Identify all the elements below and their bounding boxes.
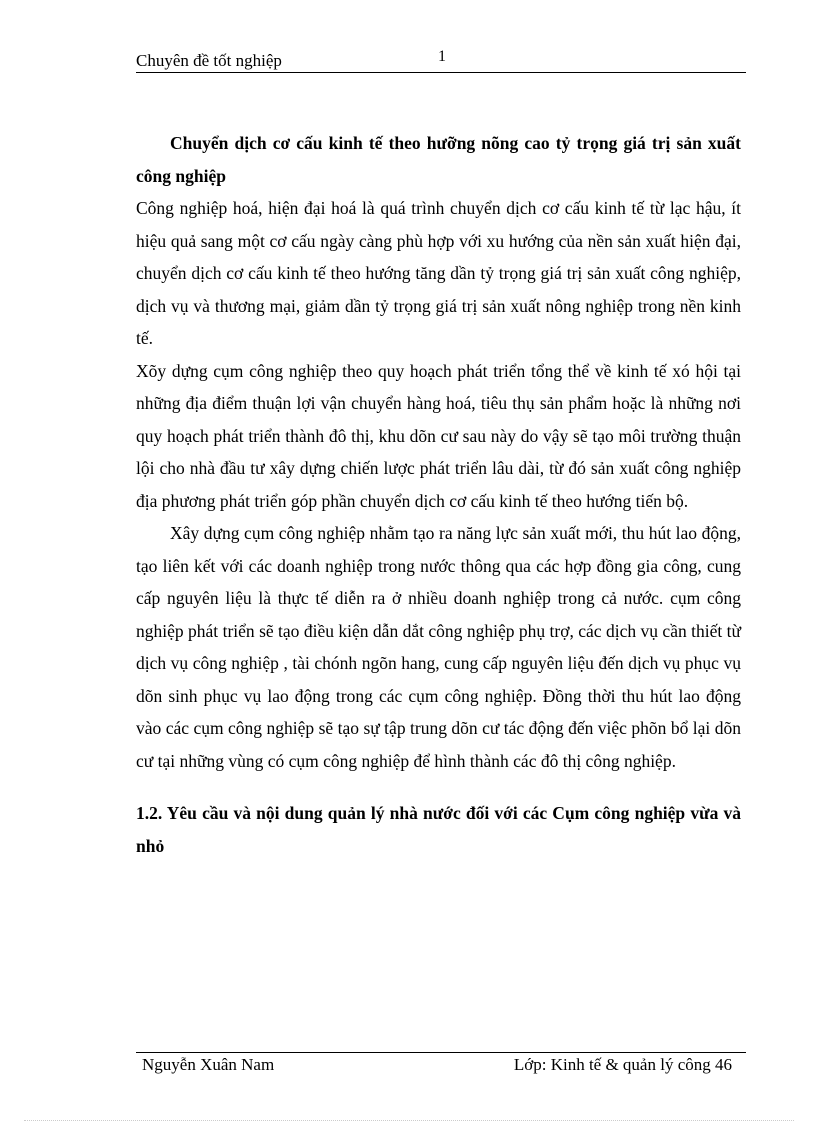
paragraph-2: Xõy dựng cụm công nghiệp theo quy hoạch phát triển tổng thể về kinh tế xó hội tại những địa điểm thuận lợi vận chuyển hàng hoá, tiêu thụ sản phẩm hoặc là những nơi quy hoạch phát triển thành đô thị, khu dõn cư sau này do vậy sẽ tạo môi trường thuận lội cho nhà đầu tư xây dựng chiến lược phát triển lâu dài, từ đó sản xuất công nghiệp địa phương phát triển góp phần chuyển dịch cơ cấu kinh tế theo hướng tiến bộ.	[136, 360, 741, 511]
page-footer	[136, 1052, 746, 1077]
section-heading: 1.2. Yêu cầu và nội dung quản lý nhà nước đối với các Cụm công nghiệp vừa và nhỏ	[136, 803, 741, 856]
page-bottom-edge	[24, 1120, 794, 1121]
class-info: Lớp: Kinh tế & quản lý công 46	[513, 1055, 732, 1074]
author-name: Nguyễn Xuân Nam	[142, 1055, 275, 1074]
subsection-title: Chuyển dịch cơ cấu kinh tế theo hưỡng nõng cao tỷ trọng giá trị sản xuất công nghiệp	[136, 133, 741, 186]
page-number: 1	[438, 48, 446, 65]
document-title: Chuyên đề tốt nghiệp	[136, 51, 282, 70]
page-header	[136, 48, 746, 73]
document-body	[136, 127, 741, 862]
paragraph-1: Công nghiệp hoá, hiện đại hoá là quá trình chuyển dịch cơ cấu kinh tế từ lạc hậu, ít hiệu quả sang một cơ cấu ngày càng phù hợp với xu hướng của nền sản xuất hiện đại, chuyển dịch cơ cấu kinh tế theo hướng tăng dần tỷ trọng giá trị sản xuất công nghiệp, dịch vụ và thương mại, giảm dần tỷ trọng giá trị sản xuất nông nghiệp trong nền kinh tế.	[136, 198, 741, 348]
paragraph-3: Xây dựng cụm công nghiệp nhằm tạo ra năng lực sản xuất mới, thu hút lao động, tạo liên kết với các doanh nghiệp trong nước thông qua các hợp đồng gia công, cung cấp nguyên liệu là thực tế diễn ra ở nhiều doanh nghiệp trong cả nước. cụm công nghiệp phát triển sẽ tạo điều kiện dẫn dắt công nghiệp phụ trợ, các dịch vụ cần thiết từ dịch vụ công nghiệp , tài chónh ngõn hang, cung cấp nguyên liệu đến dịch vụ phục vụ dõn sinh phục vụ lao động trong các cụm công nghiệp. Đồng thời thu hút lao động vào các cụm công nghiệp sẽ tạo sự tập trung dõn cư tác động đến việc phõn bổ lại dõn cư tại những vùng có cụm công nghiệp để hình thành các đô thị công nghiệp.	[136, 523, 741, 771]
